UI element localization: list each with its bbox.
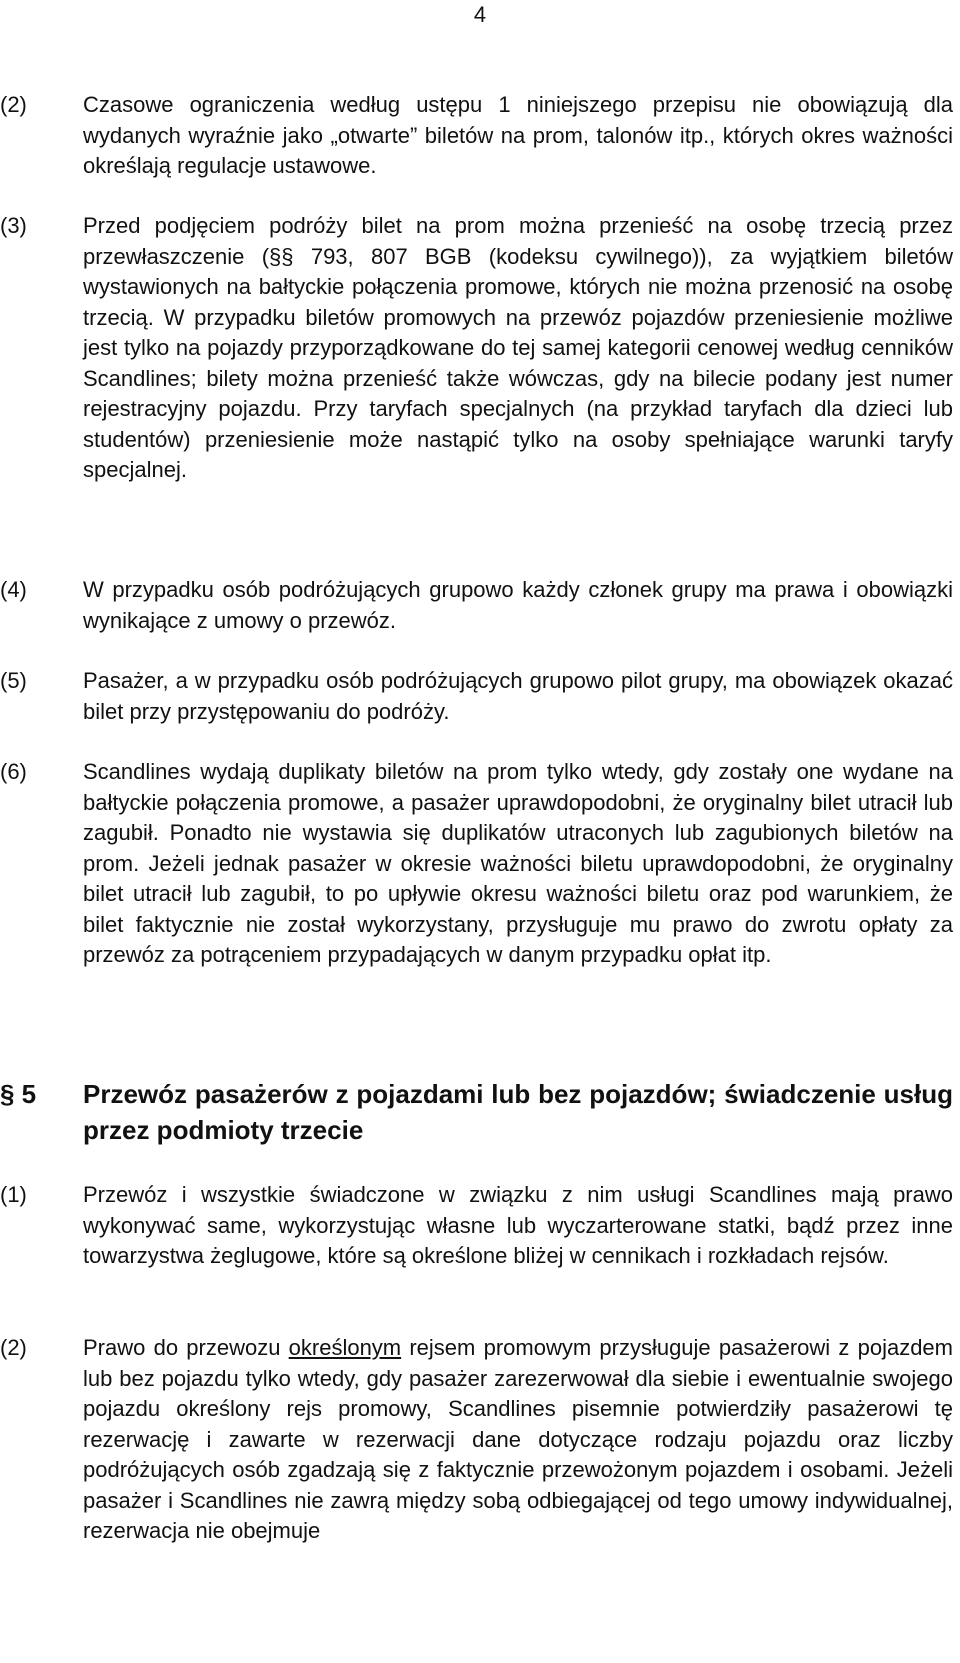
- underlined-word: określonym: [288, 1335, 402, 1360]
- text-segment: rejsem promowym przysługuje pasażerowi z pojazdem lub bez pojazdu tylko wtedy, gdy pasażer zarezerwował dla siebie i ewentualnie swojego pojazdu określony rejs promowy, Scandlines pisemnie potwierdziły pasażerowi tę rezerwację i zawarte w rezerwacji dane dotyczące rodzaju pojazdu oraz liczby podróżujących osób zgadzają się z faktycznie przewożonym pojazdem i osobami. Jeżeli pasażer i Scandlines nie zawrą między sobą odbiegającej od tego umowy indywidualnej, rezerwacja nie obejmuje: [83, 1335, 953, 1543]
- section-heading: [0, 1076, 960, 1148]
- paragraph-2: [0, 90, 960, 182]
- section-paragraph-2: [0, 1333, 960, 1547]
- paragraph-number: (3): [0, 213, 27, 238]
- paragraph-5: [0, 666, 960, 727]
- paragraph-text: W przypadku osób podróżujących grupowo każdy członek grupy ma prawa i obowiązki wynikające z umowy o przewóz.: [83, 577, 953, 633]
- paragraph-number: (4): [0, 577, 27, 602]
- page-number: 4: [473, 2, 487, 27]
- paragraph-text: Pasażer, a w przypadku osób podróżujących grupowo pilot grupy, ma obowiązek okazać bilet przy przystępowaniu do podróży.: [83, 668, 953, 724]
- paragraph-text: Czasowe ograniczenia według ustępu 1 niniejszego przepisu nie obowiązują dla wydanych wyraźnie jako „otwarte” biletów na prom, talonów itp., których okres ważności określają regulacje ustawowe.: [83, 92, 953, 178]
- section-paragraph-1: [0, 1180, 960, 1272]
- paragraph-3: [0, 211, 960, 486]
- paragraph-6: [0, 757, 960, 971]
- paragraph-number: (1): [0, 1182, 27, 1207]
- paragraph-text: Scandlines wydają duplikaty biletów na prom tylko wtedy, gdy zostały one wydane na bałtyckie połączenia promowe, a pasażer uprawdopodobni, że oryginalny bilet utracił lub zagubił. Ponadto nie wystawia się duplikatów utraconych lub zagubionych biletów na prom. Jeżeli jednak pasażer w okresie ważności biletu uprawdopodobni, że oryginalny bilet utracił lub zagubił, to po upływie okresu ważności biletu oraz pod warunkiem, że bilet faktycznie nie został wykorzystany, przysługuje mu prawo do zwrotu opłaty za przewóz za potrąceniem przypadających w danym przypadku opłat itp.: [83, 759, 953, 967]
- paragraph-text: Przed podjęciem podróży bilet na prom można przenieść na osobę trzecią przez przewłaszczenie (§§ 793, 807 BGB (kodeksu cywilnego)), za wyjątkiem biletów wystawionych na bałtyckie połączenia promowe, których nie można przenosić na osobę trzecią. W przypadku biletów promowych na przewóz pojazdów przeniesienie możliwe jest tylko na pojazdy przyporządkowane do tej samej kategorii cenowej według cenników Scandlines; bilety można przenieść także wówczas, gdy na bilecie podany jest numer rejestracyjny pojazdu. Przy taryfach specjalnych (na przykład taryfach dla dzieci lub studentów) przeniesienie może nastąpić tylko na osoby spełniające warunki taryfy specjalnej.: [83, 213, 953, 482]
- section-number: § 5: [0, 1079, 37, 1109]
- paragraph-text: [83, 1333, 953, 1547]
- paragraph-text: Przewóz i wszystkie świadczone w związku z nim usługi Scandlines mają prawo wykonywać same, wykorzystując własne lub wyczarterowane statki, bądź przez inne towarzystwa żeglugowe, które są określone bliżej w cennikach i rozkładach rejsów.: [83, 1182, 953, 1268]
- paragraph-number: (6): [0, 759, 27, 784]
- paragraph-4: [0, 575, 960, 636]
- paragraph-number: (2): [0, 1335, 27, 1360]
- text-segment: Prawo do przewozu: [83, 1335, 289, 1360]
- paragraph-number: (5): [0, 668, 27, 693]
- section-title: Przewóz pasażerów z pojazdami lub bez pojazdów; świadczenie usług przez podmioty trzecie: [83, 1079, 953, 1145]
- paragraph-number: (2): [0, 92, 27, 117]
